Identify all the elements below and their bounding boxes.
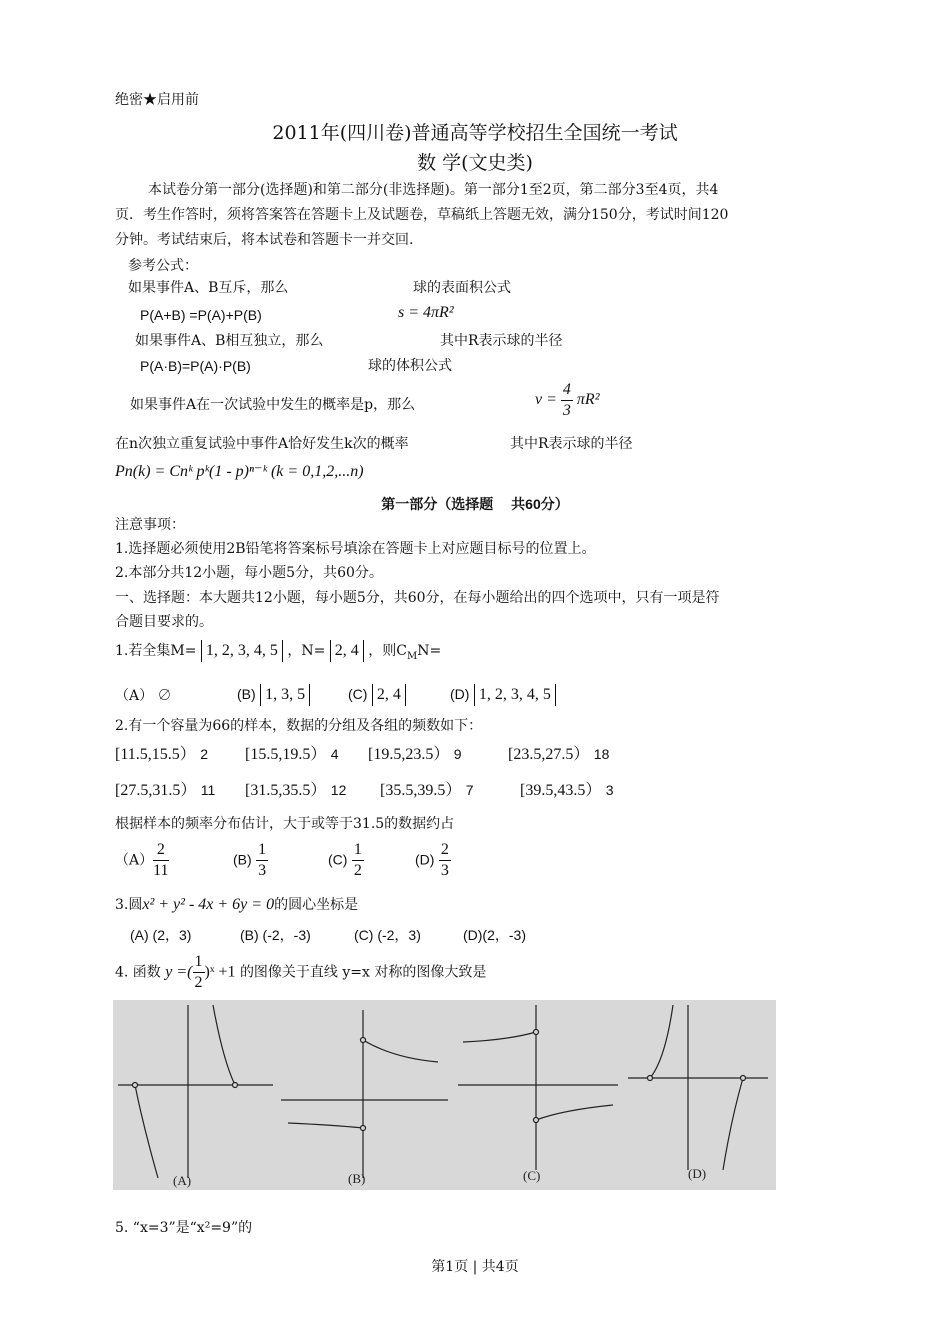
- graph-b-right-curve: [363, 1040, 438, 1062]
- sphere-area-label: 球的表面积公式: [413, 280, 511, 296]
- q2-group-5: [115, 780, 215, 801]
- q2-group-2: [245, 744, 339, 765]
- q2-option-d-fraction: [439, 840, 451, 881]
- independent-text: 如果事件A、B相互独立，那么: [135, 333, 324, 349]
- volume-lhs: v =: [535, 391, 557, 409]
- volume-fraction: [561, 380, 573, 421]
- q4-frac-den: 2: [194, 974, 203, 991]
- q2-group-6: [245, 780, 346, 801]
- q2-group-1: [115, 744, 208, 765]
- q2-option-c: [328, 840, 364, 881]
- q3-option-b: (B) (-2，-3): [240, 927, 311, 943]
- question-5-stem: 5. “x=3”是“x²=9”的: [115, 1220, 253, 1236]
- sphere-volume-label: 球的体积公式: [368, 358, 452, 374]
- volume-denominator: 3: [562, 402, 571, 419]
- q4-graph-panel: [113, 1000, 776, 1190]
- q2-interval-4: [23.5,27.5）: [508, 746, 590, 763]
- exam-title: 2011年(四川卷)普通高等学校招生全国统一考试: [272, 122, 678, 144]
- q2-interval-6: [31.5,35.5）: [245, 782, 327, 799]
- graph-c-open-point-bottom: [534, 1118, 539, 1123]
- graph-label-b: (B): [348, 1171, 366, 1186]
- q2-option-c-num: 1: [352, 840, 364, 861]
- q1-stem-d: N=: [417, 643, 442, 659]
- note-2: 2.本部分共12小题，每小题5分，共60分。: [115, 565, 383, 581]
- graph-a-open-point-right: [233, 1083, 238, 1088]
- graph-a-left-curve: [135, 1085, 158, 1178]
- q2-option-d-label: (D): [415, 851, 435, 868]
- q2-option-c-fraction: [352, 840, 364, 881]
- q4-fraction: [193, 952, 205, 993]
- intro-line-2: 页．考生作答时，须将答案答在答题卡上及试题卷，草稿纸上答题无效，满分150分，考试时间120: [115, 207, 729, 223]
- q2-freq-6: 12: [330, 782, 347, 798]
- q2-group-8: [520, 780, 614, 801]
- q1-option-d-set: 1, 2, 3, 4, 5: [474, 684, 556, 706]
- q2-interval-1: [11.5,15.5）: [115, 746, 196, 763]
- q1-option-d: [450, 684, 556, 706]
- graph-a-right-curve: [213, 1005, 235, 1085]
- q2-option-b-num: 1: [256, 840, 268, 861]
- q2-option-a-fraction: [153, 840, 168, 881]
- note-1: 1.选择题必须使用2B铅笔将答案标号填涂在答题卡上对应题目标号的位置上。: [115, 541, 596, 557]
- q2-interval-5: [27.5,31.5）: [115, 782, 197, 799]
- graph-label-a: (A): [173, 1173, 192, 1188]
- binomial-formula: Pn(k) = Cnᵏ pᵏ(1 - p)ⁿ⁻ᵏ (k = 0,1,2,...n): [115, 463, 364, 480]
- q2-interval-8: [39.5,43.5）: [520, 782, 602, 799]
- q4-stem-b: 的图像关于直线 y=x 对称的图像大致是: [239, 964, 487, 981]
- section-instruction-2: 合题目要求的。: [115, 614, 213, 630]
- graph-b-open-point-bottom: [361, 1126, 366, 1131]
- radius-note-2: 其中R表示球的半径: [510, 436, 633, 452]
- volume-rhs: πR²: [576, 391, 600, 409]
- addition-rule: P(A+B) =P(A)+P(B): [140, 307, 262, 323]
- q1-option-b-set: 1, 3, 5: [260, 684, 310, 706]
- graph-a-open-point-left: [133, 1083, 138, 1088]
- graph-b-left-curve: [288, 1123, 363, 1128]
- q4-function-rhs: )ˣ +1: [204, 963, 236, 981]
- sphere-volume-formula: [535, 380, 600, 421]
- q2-option-b-fraction: [256, 840, 268, 881]
- graph-d-open-point-right: [741, 1076, 746, 1081]
- q1-option-d-label: (D): [450, 686, 470, 702]
- q1-complement-subscript: M: [406, 650, 418, 662]
- q2-option-a-label: （A）: [115, 852, 154, 869]
- q1-option-c-label: (C): [348, 686, 368, 702]
- graph-label-d: (D): [688, 1166, 707, 1181]
- multiplication-rule: P(A·B)=P(A)·P(B): [140, 358, 251, 374]
- set-m: 1, 2, 3, 4, 5: [201, 640, 283, 662]
- q2-option-a-num: 2: [153, 840, 168, 861]
- q3-stem-a: 3.圆: [115, 897, 143, 913]
- q2-option-d-den: 3: [440, 862, 449, 879]
- page-footer: 第1页 | 共4页: [431, 1259, 519, 1275]
- intro-line-3: 分钟。考试结束后，将本试卷和答题卡一并交回.: [115, 232, 414, 248]
- graph-c: [458, 1005, 618, 1170]
- question-1-stem: [115, 640, 441, 667]
- graph-d-left-curve: [650, 1005, 673, 1078]
- q1-stem-c: ，则C: [368, 643, 407, 659]
- q2-interval-7: [35.5,39.5）: [380, 782, 462, 799]
- q2-option-b: [233, 840, 268, 881]
- q2-group-3: [368, 744, 462, 765]
- graph-d: [628, 1005, 768, 1170]
- graph-c-right-curve: [536, 1105, 613, 1120]
- q2-group-7: [380, 780, 474, 801]
- graph-b: [281, 1010, 448, 1178]
- intro-line-1: 本试卷分第一部分(选择题)和第二部分(非选择题)。第一部分1至2页，第二部分3至4页，共4: [148, 182, 719, 198]
- q2-freq-5: 11: [200, 782, 216, 798]
- q3-stem-b: 的圆心坐标是: [274, 897, 359, 913]
- q4-graphs-svg: [113, 1000, 776, 1190]
- q2-option-a-den: 11: [153, 862, 169, 879]
- graph-c-left-curve: [463, 1032, 536, 1042]
- graph-c-open-point-top: [534, 1030, 539, 1035]
- part1-heading: 第一部分（选择题 共60分）: [381, 496, 569, 512]
- q1-stem-b: ，N=: [287, 643, 326, 659]
- exam-subtitle: 数 学(文史类): [417, 152, 533, 174]
- q3-option-d: (D)(2，-3): [463, 927, 526, 943]
- q1-option-b: [237, 684, 310, 706]
- confidential-mark: 绝密★启用前: [115, 92, 199, 108]
- q2-freq-4: 18: [593, 746, 610, 762]
- q2-option-b-label: (B): [233, 851, 252, 868]
- graph-b-open-point-top: [361, 1038, 366, 1043]
- q2-freq-1: 2: [200, 746, 208, 762]
- question-3-stem: [115, 895, 358, 915]
- q2-question: 根据样本的频率分布估计，大于或等于31.5的数据约占: [115, 816, 455, 832]
- notes-heading: 注意事项：: [115, 517, 185, 533]
- q2-option-d: [415, 840, 451, 881]
- q2-freq-3: 9: [453, 746, 462, 762]
- q2-interval-3: [19.5,23.5）: [368, 746, 450, 763]
- q2-freq-8: 3: [605, 782, 614, 798]
- question-2-stem: 2.有一个容量为66的样本，数据的分组及各组的频数如下：: [115, 718, 483, 734]
- sphere-area-formula: s = 4πR²: [398, 304, 454, 321]
- q2-interval-2: [15.5,19.5）: [245, 746, 327, 763]
- binomial-text: 在n次独立重复试验中事件A恰好发生k次的概率: [115, 436, 409, 452]
- probability-p-text: 如果事件A在一次试验中发生的概率是p，那么: [130, 397, 416, 413]
- graph-label-c: (C): [523, 1168, 541, 1183]
- graph-d-right-curve: [723, 1078, 743, 1170]
- q3-option-c: (C) (-2，3): [354, 927, 421, 943]
- q2-option-d-num: 2: [439, 840, 451, 861]
- q2-freq-7: 7: [465, 782, 474, 798]
- q2-option-b-den: 3: [258, 862, 267, 879]
- question-4-stem: [115, 952, 486, 993]
- q2-group-4: [508, 744, 609, 765]
- q2-freq-2: 4: [330, 746, 339, 762]
- q3-equation: x² + y² - 4x + 6y = 0: [142, 896, 275, 913]
- q4-function-lhs: y =(: [165, 963, 193, 981]
- graph-a: [118, 1005, 273, 1178]
- graph-d-open-point-left: [648, 1076, 653, 1081]
- q1-option-c-set: 2, 4: [372, 684, 406, 706]
- mutual-exclusive-text: 如果事件A、B互斥，那么: [128, 280, 289, 296]
- q4-stem-a: 4. 函数: [115, 964, 161, 981]
- q1-stem-a: 1.若全集M=: [115, 643, 197, 659]
- volume-numerator: 4: [561, 380, 573, 401]
- section-instruction-1: 一、选择题：本大题共12小题，每小题5分，共60分，在每小题给出的四个选项中，只有一项是符: [115, 590, 720, 606]
- q1-option-b-label: (B): [237, 686, 256, 702]
- radius-note-1: 其中R表示球的半径: [440, 333, 563, 349]
- q2-option-c-label: (C): [328, 851, 348, 868]
- q1-option-a: （A） ∅: [115, 688, 172, 704]
- q1-option-c: [348, 684, 406, 706]
- q2-option-a: [115, 840, 169, 881]
- q3-option-a: (A) (2，3): [130, 927, 192, 943]
- set-n: 2, 4: [330, 640, 364, 662]
- formula-heading: 参考公式：: [128, 258, 198, 274]
- q2-option-c-den: 2: [353, 862, 362, 879]
- q4-frac-num: 1: [193, 952, 205, 973]
